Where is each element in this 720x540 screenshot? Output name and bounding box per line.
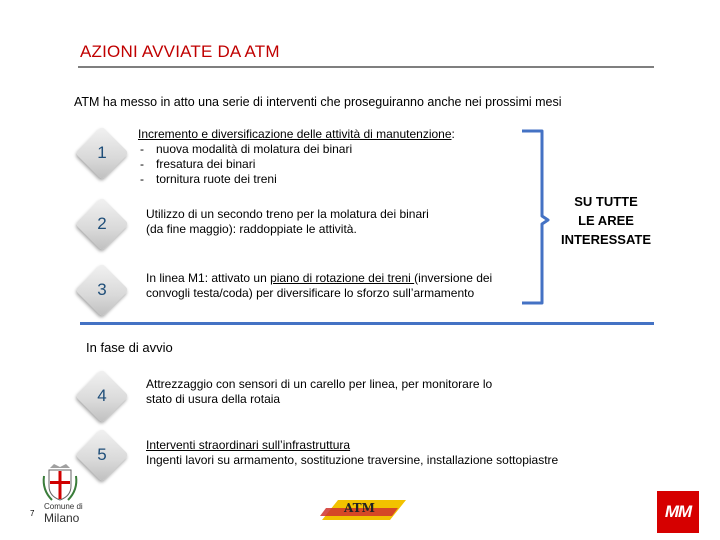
section-divider <box>80 322 654 325</box>
item-line: Attrezzaggio con sensori di un carello per linea, per monitorare lo <box>146 377 493 391</box>
bullet-item: - fresatura dei binari <box>138 157 518 172</box>
side-note <box>548 192 664 249</box>
comune-label-big: Milano <box>44 511 80 525</box>
list-item-4 <box>146 377 536 407</box>
intro-text: ATM ha messo in atto una serie di interventi che proseguiranno anche nei prossimi mesi <box>74 95 562 109</box>
item-line: stato di usura della rotaia <box>146 392 281 406</box>
item-line: (da fine maggio): raddoppiate le attività. <box>146 222 357 236</box>
item-underlined-text: piano di rotazione dei treni <box>270 271 415 285</box>
title-divider <box>78 66 654 68</box>
side-note-line: SU TUTTE <box>574 194 638 209</box>
number-label: 4 <box>97 386 107 405</box>
number-badge-3 <box>83 271 121 309</box>
list-item-2 <box>146 207 526 237</box>
side-note-line: LE AREE <box>578 213 634 228</box>
item-text: In linea M1: attivato un <box>146 271 271 285</box>
page-title: AZIONI AVVIATE DA ATM <box>80 42 280 61</box>
item-line: Utilizzo di un secondo treno per la molatura dei binari <box>146 207 429 221</box>
mm-logo: MM <box>657 491 699 533</box>
comune-label-small: Comune di <box>44 502 83 511</box>
number-badge-4 <box>83 377 121 415</box>
list-item-1 <box>138 127 518 187</box>
item-heading-colon: : <box>451 127 455 141</box>
atm-logo-text: ATM <box>344 501 375 515</box>
item-heading: Interventi straordinari sull’infrastruttura <box>146 438 351 452</box>
comune-crest-icon <box>40 462 80 504</box>
section-heading: In fase di avvio <box>86 340 173 355</box>
item-line: Ingenti lavori su armamento, sostituzione traversine, installazione sottopiastre <box>146 453 559 467</box>
number-badge-1 <box>83 134 121 172</box>
number-label: 1 <box>97 143 107 162</box>
number-badge-5 <box>83 436 121 474</box>
page-number: 7 <box>30 509 35 518</box>
number-badge-2 <box>83 205 121 243</box>
side-note-line: INTERESSATE <box>560 232 652 247</box>
item-text: (inversione dei <box>414 271 493 285</box>
item-heading: Incremento e diversificazione delle attività di manutenzione <box>138 127 452 141</box>
item-line: convogli testa/coda) per diversificare lo sforzo sull’armamento <box>146 286 475 300</box>
number-label: 5 <box>97 445 107 464</box>
bullet-item: - tornitura ruote dei treni <box>138 172 518 187</box>
bullet-item: - nuova modalità di molatura dei binari <box>138 142 518 157</box>
list-item-5 <box>146 438 606 468</box>
grouping-bracket <box>520 128 550 306</box>
list-item-3 <box>146 271 536 301</box>
bullet-list <box>138 142 518 187</box>
number-label: 2 <box>97 214 107 233</box>
atm-logo <box>318 496 410 522</box>
number-label: 3 <box>97 280 107 299</box>
